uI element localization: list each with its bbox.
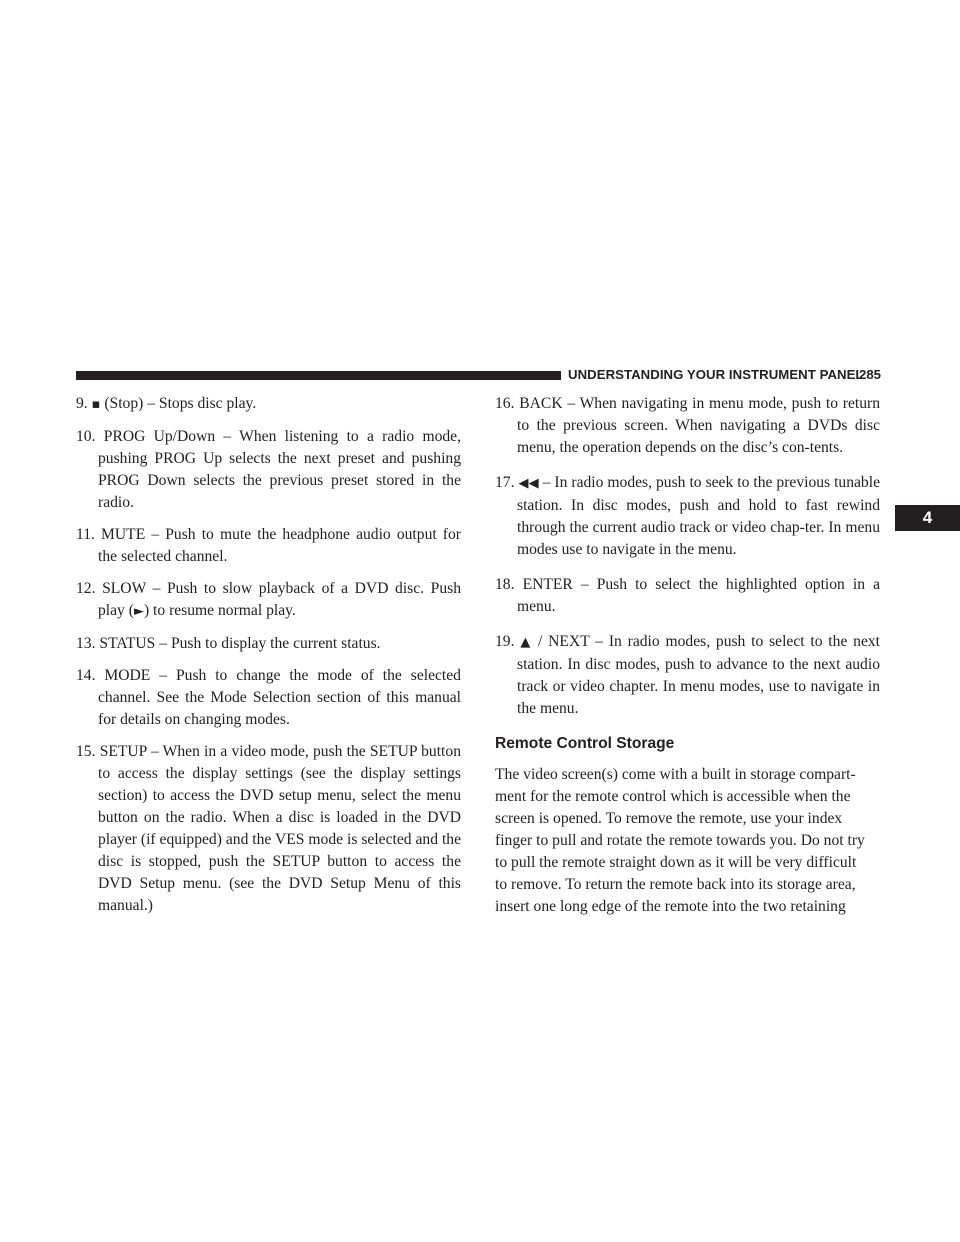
paragraph-line: insert one long edge of the remote into the two retaining [495,898,846,915]
item-text: MUTE – Push to mute the headphone audio output for the selected channel. [98,526,461,565]
item-number: 9. [76,395,88,412]
item-text: MODE – Push to change the mode of the selected channel. See the Mode Selection section of this manual for details on changing modes. [98,667,461,728]
item-text: ENTER – Push to select the highlighted option in a menu. [517,576,880,615]
header-rule [76,371,561,380]
list-item-14 [76,665,461,731]
list-item-10 [76,426,461,514]
item-number: 10. [76,428,96,445]
item-number: 16. [495,395,515,412]
up-triangle-icon: ▲ [520,635,533,650]
item-text: PROG Up/Down – When listening to a radio mode, pushing PROG Up selects the next preset and pushing PROG Down selects the previous preset stored in the radio. [98,428,461,511]
play-triangle-icon: ► [133,604,144,619]
list-item-19 [495,631,880,720]
item-number: 14. [76,667,96,684]
page-number: 285 [859,367,882,382]
rewind-icon: ◀◀ [518,476,539,491]
item-text: – In radio modes, push to seek to the previous tunable station. In disc modes, push and hold to fast rewind through the current audio track or video chap-ter. In menu modes use to navigate in the menu. [517,474,880,558]
paragraph-line: ment for the remote control which is accessible when the [495,788,851,805]
item-text: STATUS – Push to display the current status. [99,635,381,652]
right-column [495,393,880,918]
item-number: 18. [495,576,515,593]
item-number: 11. [76,526,95,543]
stop-square-icon: ▪ [91,397,101,412]
item-text: (Stop) – Stops disc play. [104,395,257,412]
paragraph-line: The video screen(s) come with a built in storage compart- [495,766,856,783]
item-text: ) to resume normal play. [143,602,296,619]
list-item-18 [495,574,880,618]
paragraph-line: screen is opened. To remove the remote, use your index [495,810,843,827]
item-number: 12. [76,580,96,597]
paragraph-line: to pull the remote straight down as it will be very difficult [495,854,857,871]
list-item-17 [495,472,880,561]
item-number: 17. [495,474,515,491]
body-paragraph [495,764,880,918]
chapter-tab: 4 [895,505,960,531]
item-text: / NEXT – In radio modes, push to select to the next station. In disc modes, push to advance to the next audio track or video chapter. In menu modes, use to navigate in the menu. [517,633,881,717]
list-item-13 [76,633,461,655]
list-item-9 [76,393,461,416]
item-text: SETUP – When in a video mode, push the SETUP button to access the display settings (see the display settings section) to access the DVD setup menu, select the menu button on the radio. When a disc is loaded in the DVD player (if equipped) and the VES mode is selected and the disc is stopped, push the SETUP button to access the DVD Setup menu. (see the DVD Setup Menu of this manual.) [98,743,461,914]
list-item-11 [76,524,461,568]
paragraph-line: to remove. To return the remote back into its storage area, [495,876,856,893]
paragraph-line: finger to pull and rotate the remote towards you. Do not try [495,832,865,849]
left-column [76,393,461,917]
list-item-15 [76,741,461,917]
item-text: BACK – When navigating in menu mode, push to return to the previous screen. When navigating a DVDs disc menu, the operation depends on the disc’s con-tents. [517,395,880,456]
item-number: 13. [76,635,96,652]
item-number: 19. [495,633,515,650]
section-heading: Remote Control Storage [495,735,675,752]
running-header-title: UNDERSTANDING YOUR INSTRUMENT PANEL [568,367,864,382]
item-number: 15. [76,743,96,760]
item-text: SLOW – Push to slow playback of a DVD disc. Push play ( [98,580,462,619]
list-item-16 [495,393,880,459]
list-item-12 [76,578,461,623]
